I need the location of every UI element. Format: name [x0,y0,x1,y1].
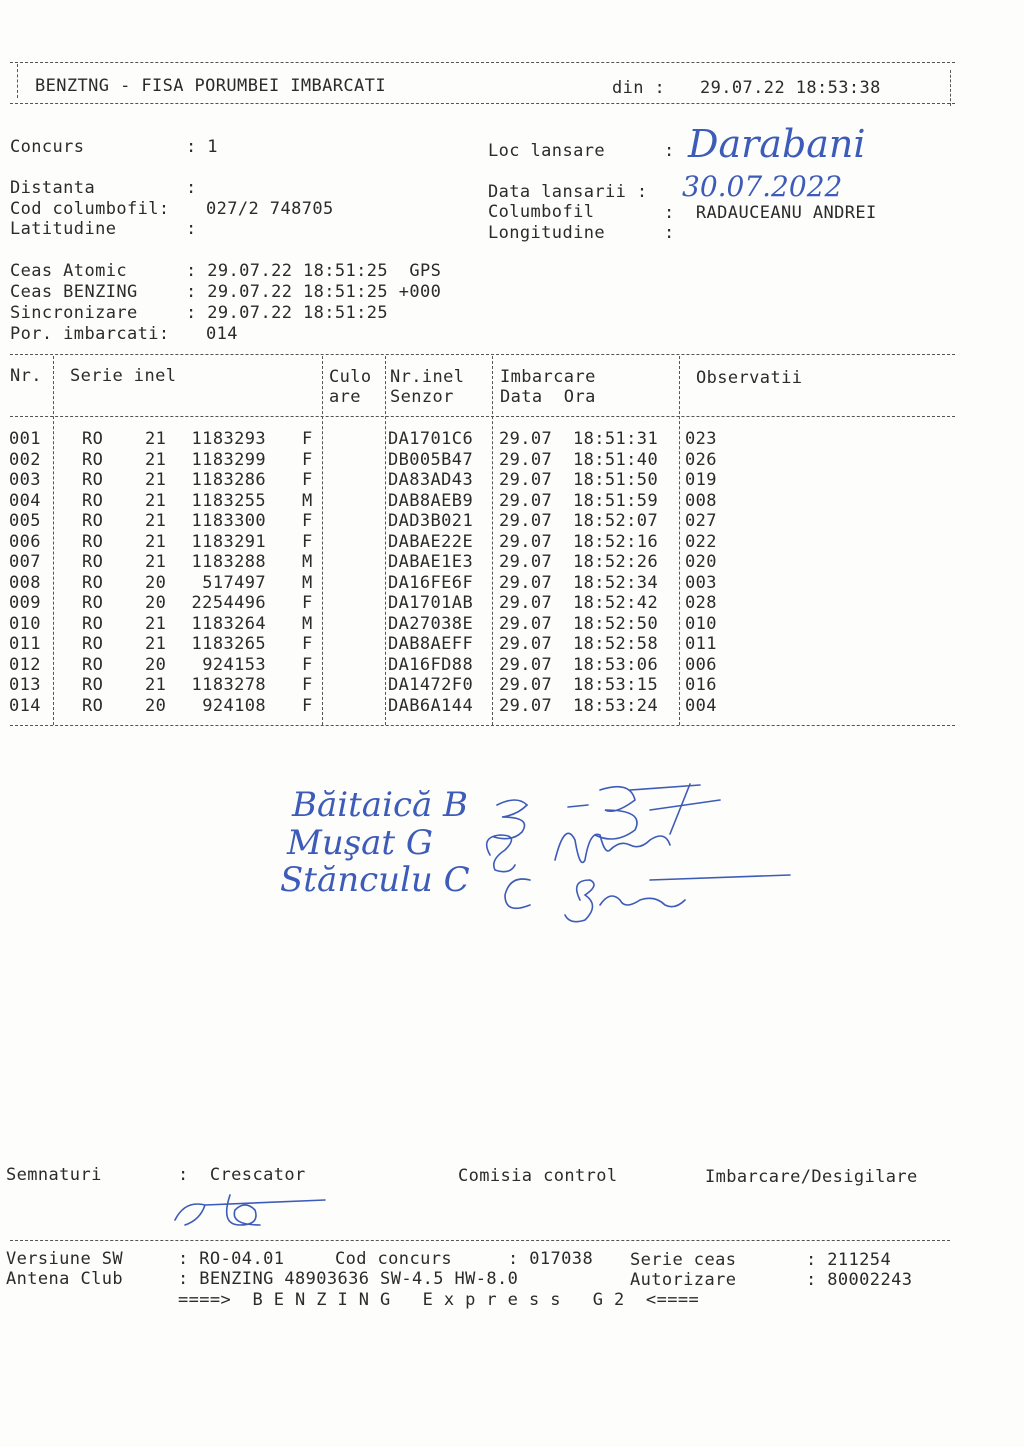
versiune-sw-label: Versiune SW [6,1249,123,1269]
ceas-atomic-label: Ceas Atomic [10,261,127,281]
row-sex: F [302,634,313,654]
row-senzor: DA83AD43 [388,470,474,490]
row-data: 29.07 [499,695,553,716]
cod-columbofil-label: Cod columbofil: [10,199,170,219]
autorizare-value: : 80002243 [806,1270,913,1290]
row-sex: M [302,552,313,572]
row-inel: 924153 [202,654,266,675]
row-tara: RO [82,470,104,490]
row-tara: RO [82,449,104,470]
row-an: 21 [145,429,167,449]
row-an: 21 [145,531,167,552]
row-an: 21 [145,490,167,511]
row-an: 21 [145,449,167,470]
row-senzor: DB005B47 [388,449,474,470]
concurs-value: : 1 [186,137,218,157]
row-nr: 007 [9,552,41,572]
row-senzor: DABAE1E3 [388,552,474,572]
row-ora: 18:52:50 [573,613,659,634]
row-tara: RO [82,552,104,572]
serie-ceas-value: : 211254 [806,1250,892,1270]
row-senzor: DAD3B021 [388,511,474,531]
row-an: 21 [145,613,167,634]
row-inel: 1183265 [191,634,266,654]
header-nr-inel-1: Nr.inel [390,367,465,387]
row-an: 21 [145,470,167,490]
header-nr: Nr. [10,366,42,386]
document-title: BENZTNG - FISA PORUMBEI IMBARCATI [35,76,386,96]
din-value: 29.07.22 18:53:38 [700,78,881,98]
row-sex: M [302,490,313,511]
row-obs: 008 [685,490,717,511]
row-sex: F [302,470,313,490]
row-an: 21 [145,675,167,695]
row-sex: F [302,593,313,613]
row-inel: 1183293 [191,429,266,449]
header-nr-inel-2: Senzor [390,387,454,407]
row-tara: RO [82,654,104,675]
header-observatii: Observatii [696,368,803,388]
porumbei-imbarcati-value: 014 [206,324,238,344]
row-senzor: DA1701C6 [388,429,474,449]
row-data: 29.07 [499,654,553,675]
row-an: 21 [145,511,167,531]
row-tara: RO [82,531,104,552]
row-inel: 517497 [202,572,266,593]
row-sex: F [302,511,313,531]
row-nr: 012 [9,654,41,675]
din-label: din : [612,78,666,98]
header-imbarcare-1: Imbarcare [500,367,596,387]
row-nr: 011 [9,634,41,654]
row-sex: F [302,654,313,675]
data-lansarii-handwritten: 30.07.2022 [682,170,843,203]
row-ora: 18:51:31 [573,429,659,449]
row-inel: 1183278 [191,675,266,695]
row-inel: 1183291 [191,531,266,552]
row-senzor: DAB8AEB9 [388,490,474,511]
row-senzor: DA1472F0 [388,675,474,695]
row-an: 20 [145,654,167,675]
row-obs: 023 [685,429,717,449]
row-senzor: DA1701AB [388,593,474,613]
row-data: 29.07 [499,531,553,552]
row-nr: 004 [9,490,41,511]
row-nr: 005 [9,511,41,531]
row-ora: 18:52:16 [573,531,659,552]
row-data: 29.07 [499,511,553,531]
distanta-value: : [186,178,197,198]
row-ora: 18:52:26 [573,552,659,572]
row-an: 21 [145,634,167,654]
antena-club-value: : BENZING 48903636 SW-4.5 HW-8.0 [178,1269,519,1289]
latitudine-value: : [186,219,197,239]
row-data: 29.07 [499,593,553,613]
row-inel: 1183288 [191,552,266,572]
antena-club-label: Antena Club [6,1269,123,1289]
signature-name-3: Stănculu C [280,860,470,900]
row-nr: 013 [9,675,41,695]
columbofil-label: Columbofil [488,202,595,222]
row-an: 20 [145,593,167,613]
row-ora: 18:51:40 [573,449,659,470]
imbarcare-desigilare-label: Imbarcare/Desigilare [705,1167,918,1187]
row-obs: 010 [685,613,717,634]
row-nr: 003 [9,470,41,490]
row-ora: 18:52:34 [573,572,659,593]
row-obs: 027 [685,511,717,531]
semnaturi-label: Semnaturi [6,1165,102,1185]
header-imbarcare-2: Data Ora [500,387,596,407]
loc-lansare-colon: : [664,141,675,161]
row-ora: 18:53:15 [573,675,659,695]
row-ora: 18:53:24 [573,695,659,716]
data-lansarii-label: Data lansarii : [488,182,648,202]
row-tara: RO [82,511,104,531]
row-data: 29.07 [499,470,553,490]
row-an: 21 [145,552,167,572]
row-ora: 18:51:59 [573,490,659,511]
cod-columbofil-value: 027/2 748705 [206,199,334,219]
header-culoare-2: are [329,387,361,407]
row-ora: 18:52:07 [573,511,659,531]
row-inel: 1183300 [191,511,266,531]
ceas-atomic-value: : 29.07.22 18:51:25 GPS [186,261,442,281]
row-obs: 026 [685,449,717,470]
row-inel: 2254496 [191,593,266,613]
row-obs: 028 [685,593,717,613]
row-tara: RO [82,593,104,613]
signature-name-2: Muşat G [287,823,434,863]
header-serie-inel: Serie inel [70,366,177,386]
ceas-benzing-label: Ceas BENZING [10,282,138,302]
row-tara: RO [82,572,104,593]
row-obs: 003 [685,572,717,593]
row-obs: 004 [685,695,717,716]
row-tara: RO [82,695,104,716]
row-senzor: DABAE22E [388,531,474,552]
columbofil-value: : RADAUCEANU ANDREI [664,203,877,223]
cod-concurs-value: : 017038 [508,1249,594,1269]
row-data: 29.07 [499,449,553,470]
row-obs: 020 [685,552,717,572]
row-data: 29.07 [499,572,553,593]
benzing-banner: ====> B E N Z I N G E x p r e s s G 2 <==== [178,1290,700,1310]
row-data: 29.07 [499,675,553,695]
row-ora: 18:51:50 [573,470,659,490]
footer-rule [10,1240,950,1241]
row-obs: 022 [685,531,717,552]
row-tara: RO [82,429,104,449]
signature-name-1: Băitaică B [292,785,469,825]
serie-ceas-label: Serie ceas [630,1250,737,1270]
row-an: 20 [145,695,167,716]
row-senzor: DA16FE6F [388,572,474,593]
row-inel: 1183255 [191,490,266,511]
sincronizare-label: Sincronizare [10,303,138,323]
row-data: 29.07 [499,429,553,449]
row-data: 29.07 [499,552,553,572]
row-inel: 1183299 [191,449,266,470]
longitudine-label: Longitudine [488,223,605,243]
row-inel: 1183264 [191,613,266,634]
row-sex: F [302,695,313,716]
row-ora: 18:52:42 [573,593,659,613]
row-ora: 18:52:58 [573,634,659,654]
row-senzor: DAB8AEFF [388,634,474,654]
longitudine-value: : [664,223,675,243]
loc-lansare-handwritten: Darabani [688,122,866,166]
row-nr: 008 [9,572,41,593]
row-nr: 002 [9,449,41,470]
row-senzor: DA27038E [388,613,474,634]
row-data: 29.07 [499,490,553,511]
row-an: 20 [145,572,167,593]
row-nr: 010 [9,613,41,634]
porumbei-imbarcati-label: Por. imbarcati: [10,324,170,344]
row-nr: 006 [9,531,41,552]
row-nr: 009 [9,593,41,613]
loc-lansare-label: Loc lansare [488,141,605,161]
row-sex: M [302,613,313,634]
row-obs: 006 [685,654,717,675]
latitudine-label: Latitudine [10,219,117,239]
row-inel: 924108 [202,695,266,716]
row-sex: F [302,675,313,695]
row-obs: 011 [685,634,717,654]
cod-concurs-label: Cod concurs [335,1249,452,1269]
row-tara: RO [82,634,104,654]
row-nr: 014 [9,695,41,716]
ceas-benzing-value: : 29.07.22 18:51:25 +000 [186,282,442,302]
row-senzor: DAB6A144 [388,695,474,716]
distanta-label: Distanta [10,178,96,198]
row-nr: 001 [9,429,41,449]
sincronizare-value: : 29.07.22 18:51:25 [186,303,389,323]
row-data: 29.07 [499,613,553,634]
row-data: 29.07 [499,634,553,654]
row-sex: F [302,531,313,552]
versiune-sw-value: : RO-04.01 [178,1249,285,1269]
crescator-label: : Crescator [178,1165,306,1185]
row-obs: 019 [685,470,717,490]
autorizare-label: Autorizare [630,1270,737,1290]
row-obs: 016 [685,675,717,695]
row-senzor: DA16FD88 [388,654,474,675]
row-tara: RO [82,490,104,511]
comisia-control-label: Comisia control [458,1166,618,1186]
row-sex: M [302,572,313,593]
row-tara: RO [82,613,104,634]
row-sex: F [302,449,313,470]
header-culoare-1: Culo [329,367,372,387]
row-ora: 18:53:06 [573,654,659,675]
row-inel: 1183286 [191,470,266,490]
concurs-label: Concurs [10,137,85,157]
row-sex: F [302,429,313,449]
row-tara: RO [82,675,104,695]
